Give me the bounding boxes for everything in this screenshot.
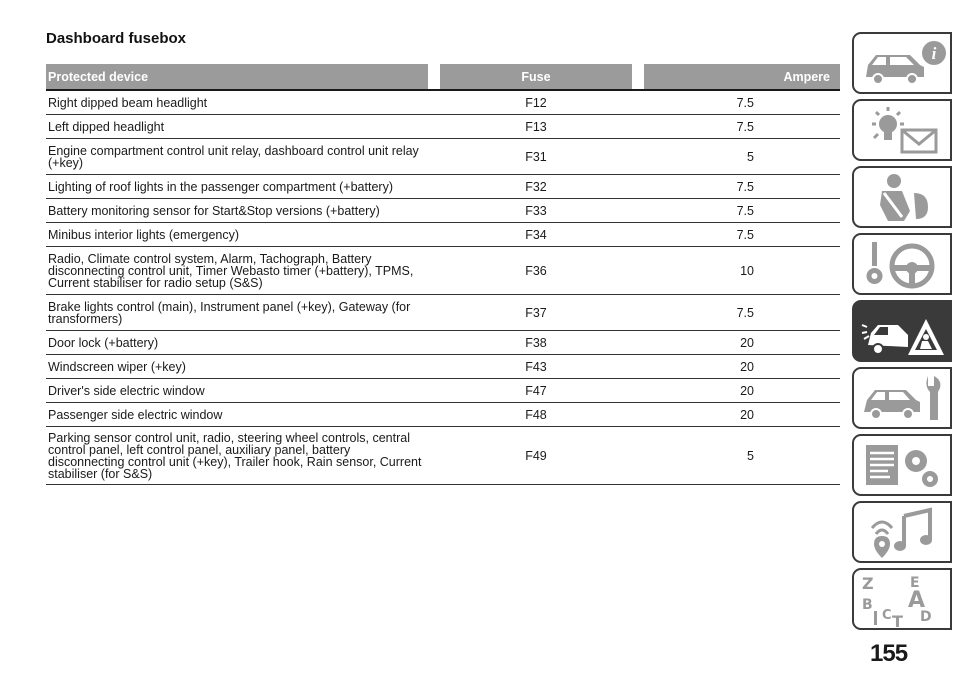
seatbelt-airbag-icon [858,171,950,225]
page-number: 155 [870,640,908,667]
row-device: Windscreen wiper (+key) [46,355,428,379]
row-ampere: 20 [644,355,840,379]
fuse-table [46,64,840,485]
index-letter: D [920,609,932,625]
row-fuse: F33 [440,199,632,223]
row-ampere: 7.5 [644,115,840,139]
index-letter: B [862,597,873,613]
table-row [46,91,840,115]
tab-starting-driving[interactable] [852,233,952,295]
row-device: Brake lights control (main), Instrument panel (+key), Gateway (for transformers) [46,295,428,331]
maintenance-icon [858,372,950,426]
row-ampere: 20 [644,403,840,427]
tab-warning-lights[interactable] [852,99,952,161]
table-row [46,403,840,427]
row-device: Battery monitoring sensor for Start&Stop versions (+battery) [46,199,428,223]
row-device: Engine compartment control unit relay, dashboard control unit relay (+key) [46,139,428,175]
table-row [46,175,840,199]
tab-maintenance[interactable] [852,367,952,429]
table-row [46,139,840,175]
table-row [46,355,840,379]
section-title: Dashboard fusebox [46,30,187,47]
index-letter: A [908,588,926,613]
row-ampere: 10 [644,247,840,295]
row-device: Lighting of roof lights in the passenger compartment (+battery) [46,175,428,199]
table-row [46,223,840,247]
row-ampere: 7.5 [644,175,840,199]
row-ampere: 7.5 [644,199,840,223]
row-device: Minibus interior lights (emergency) [46,223,428,247]
row-ampere: 20 [644,379,840,403]
table-row [46,331,840,355]
row-fuse: F47 [440,379,632,403]
row-fuse: F49 [440,427,632,485]
header-fuse: Fuse [440,64,632,91]
starting-driving-icon [858,238,950,292]
table-row [46,427,840,485]
row-ampere: 7.5 [644,223,840,247]
row-fuse: F38 [440,331,632,355]
row-ampere: 5 [644,139,840,175]
technical-data-icon [858,439,950,493]
row-fuse: F43 [440,355,632,379]
row-ampere: 5 [644,427,840,485]
emergency-icon [858,305,950,359]
row-device: Radio, Climate control system, Alarm, Tachograph, Battery disconnecting control unit, Timer Webasto timer (+battery), TPMS, Current stabiliser for radio setup (S&S) [46,247,428,295]
table-row [46,115,840,139]
index-icon [858,573,950,627]
row-fuse: F32 [440,175,632,199]
row-device: Door lock (+battery) [46,331,428,355]
row-ampere: 7.5 [644,91,840,115]
row-fuse: F37 [440,295,632,331]
row-ampere: 7.5 [644,295,840,331]
row-fuse: F31 [440,139,632,175]
row-fuse: F34 [440,223,632,247]
table-row [46,295,840,331]
row-ampere: 20 [644,331,840,355]
svg-text:i: i [931,44,937,63]
warning-lights-icon [858,104,950,158]
row-fuse: F12 [440,91,632,115]
tab-multimedia[interactable] [852,501,952,563]
index-letter: E [910,575,920,591]
car-info-icon [858,37,950,91]
row-device: Left dipped headlight [46,115,428,139]
row-device: Right dipped beam headlight [46,91,428,115]
multimedia-icon [858,506,950,560]
tab-technical-data[interactable] [852,434,952,496]
row-device: Driver's side electric window [46,379,428,403]
row-device: Passenger side electric window [46,403,428,427]
tab-emergency[interactable] [852,300,952,362]
table-row [46,199,840,223]
header-protected-device: Protected device [46,64,428,91]
index-letter: Z [862,574,874,593]
row-fuse: F48 [440,403,632,427]
table-header-row [46,64,840,91]
row-fuse: F36 [440,247,632,295]
index-letter: T [892,612,903,627]
tab-car-info[interactable] [852,32,952,94]
tab-safety[interactable] [852,166,952,228]
tab-index[interactable] [852,568,952,630]
index-letter: C [882,608,892,623]
row-device: Parking sensor control unit, radio, steering wheel controls, central control panel, left control panel, auxiliary panel, battery disconnecting control unit (+key), Trailer hook, Rain sensor, Current stabiliser (for S&S) [46,427,428,485]
header-ampere: Ampere [644,64,840,91]
row-fuse: F13 [440,115,632,139]
table-row [46,379,840,403]
table-row [46,247,840,295]
